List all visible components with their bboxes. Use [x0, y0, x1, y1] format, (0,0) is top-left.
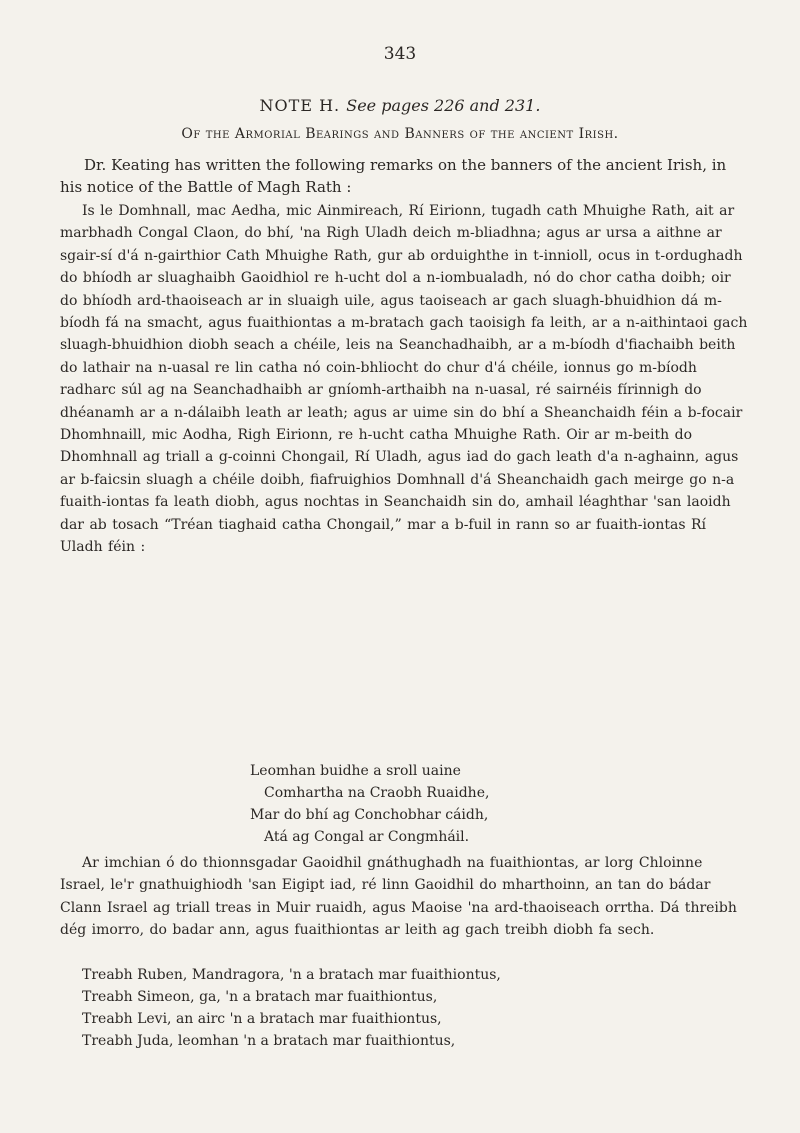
verse-quatrain — [250, 760, 670, 848]
tribe-line: Treabh Ruben, Mandragora, 'n a bratach mar fuaithiontus, — [82, 967, 501, 983]
note-label: NOTE H. — [259, 96, 341, 115]
tribes-list — [82, 964, 762, 1052]
note-heading — [0, 96, 800, 115]
page-number: 343 — [383, 44, 417, 64]
tribe-line: Treabh Juda, leomhan 'n a bratach mar fuaithiontus, — [82, 1033, 456, 1049]
section-title: Of the Armorial Bearings and Banners of the ancient Irish. — [181, 126, 619, 142]
verse-line: Comhartha na Craobh Ruaidhe, — [264, 785, 490, 801]
see-pages-reference: See pages 226 and 231. — [346, 96, 541, 115]
irish-paragraph-1: Is le Domhnall, mac Aedha, mic Ainmireach, Rí Eirionn, tugadh cath Mhuighe Rath, ait ar marbhadh Congal Claon, do bhí, 'na Righ Uladh deich m-bliadhna; agus ar ursa a aithne ar sgair-sí d'á n-gairthior Cath Mhuighe Rath, gur ab orduighthe in t-innioll, ocus in t-ordughadh do bhíodh ar sluaghaibh Gaoidhiol re h-ucht dol a n-iombualadh, nó do chor catha doibh; oir do bhíodh ard-thaoiseach ar in sluaigh uile, agus taoiseach ar gach sluagh-bhuidhion dá m-bíodh fá na smacht, agus fuaithiontas a m-bratach gach taoisigh fa leith, ar a n-aithintaoi gach sluagh-bhuidhion diobh seach a chéile, leis na Seanchadhaibh, ar a m-bíodh d'fiachaibh beith do lathair na n-uasal re lin catha nó coin-bhliocht do chur d'á chéile, ionnus go m-bíodh radharc súl ag na Seanchadhaibh ar gníomh-arthaibh na n-uasal, ré sairnéis fírinnigh do dhéanamh ar a n-dálaibh leath ar leath; agus ar uime sin do bhí a Sheanchaidh féin a b-focair Dhomhnaill, mic Aodha, Righ Eirionn, re h-ucht catha Mhuighe Rath. Oir ar m-beith do Dhomhnall ag triall a g-coinni Chongail, Rí Uladh, agus iad do gach leath d'a n-aghainn, agus ar b-faicsin sluagh a chéile doibh, fiafruighios Domhnall d'á Sheanchaidh gach meirge go n-a fuaith-iontas fa leath diobh, agus nochtas in Seanchaidh sin do, amhail léaghthar 'san laoidh dar ab tosach “Tréan tiaghaid catha Chongail,” mar a b-fuil in rann so ar fuaith-iontas Rí Uladh féin : — [60, 203, 748, 556]
verse-line: Atá ag Congal ar Congmháil. — [264, 829, 470, 845]
intro-paragraph: Dr. Keating has written the following remarks on the banners of the ancient Irish, in his notice of the Battle of Magh Rath : — [60, 156, 727, 196]
verse-line: Mar do bhí ag Conchobhar cáidh, — [250, 807, 489, 823]
tribe-line: Treabh Simeon, ga, 'n a bratach mar fuaithiontus, — [82, 989, 438, 1005]
irish-paragraph-2: Ar imchian ó do thionnsgadar Gaoidhil gnáthughadh na fuaithiontas, ar lorg Chloinne Israel, le'r gnathuighiodh 'san Eigipt iad, ré linn Gaoidhil do mharthoinn, an tan do bádar Clann Israel ag triall treas in Muir ruaidh, agus Maoise 'na ard-thaoiseach orrtha. Dá threibh dég imorro, do badar ann, agus fuaithiontas ar leith ag gach treibh diobh fa sech. — [60, 855, 737, 939]
tribe-line: Treabh Levi, an airc 'n a bratach mar fuaithiontus, — [82, 1011, 442, 1027]
verse-line: Leomhan buidhe a sroll uaine — [250, 763, 461, 779]
